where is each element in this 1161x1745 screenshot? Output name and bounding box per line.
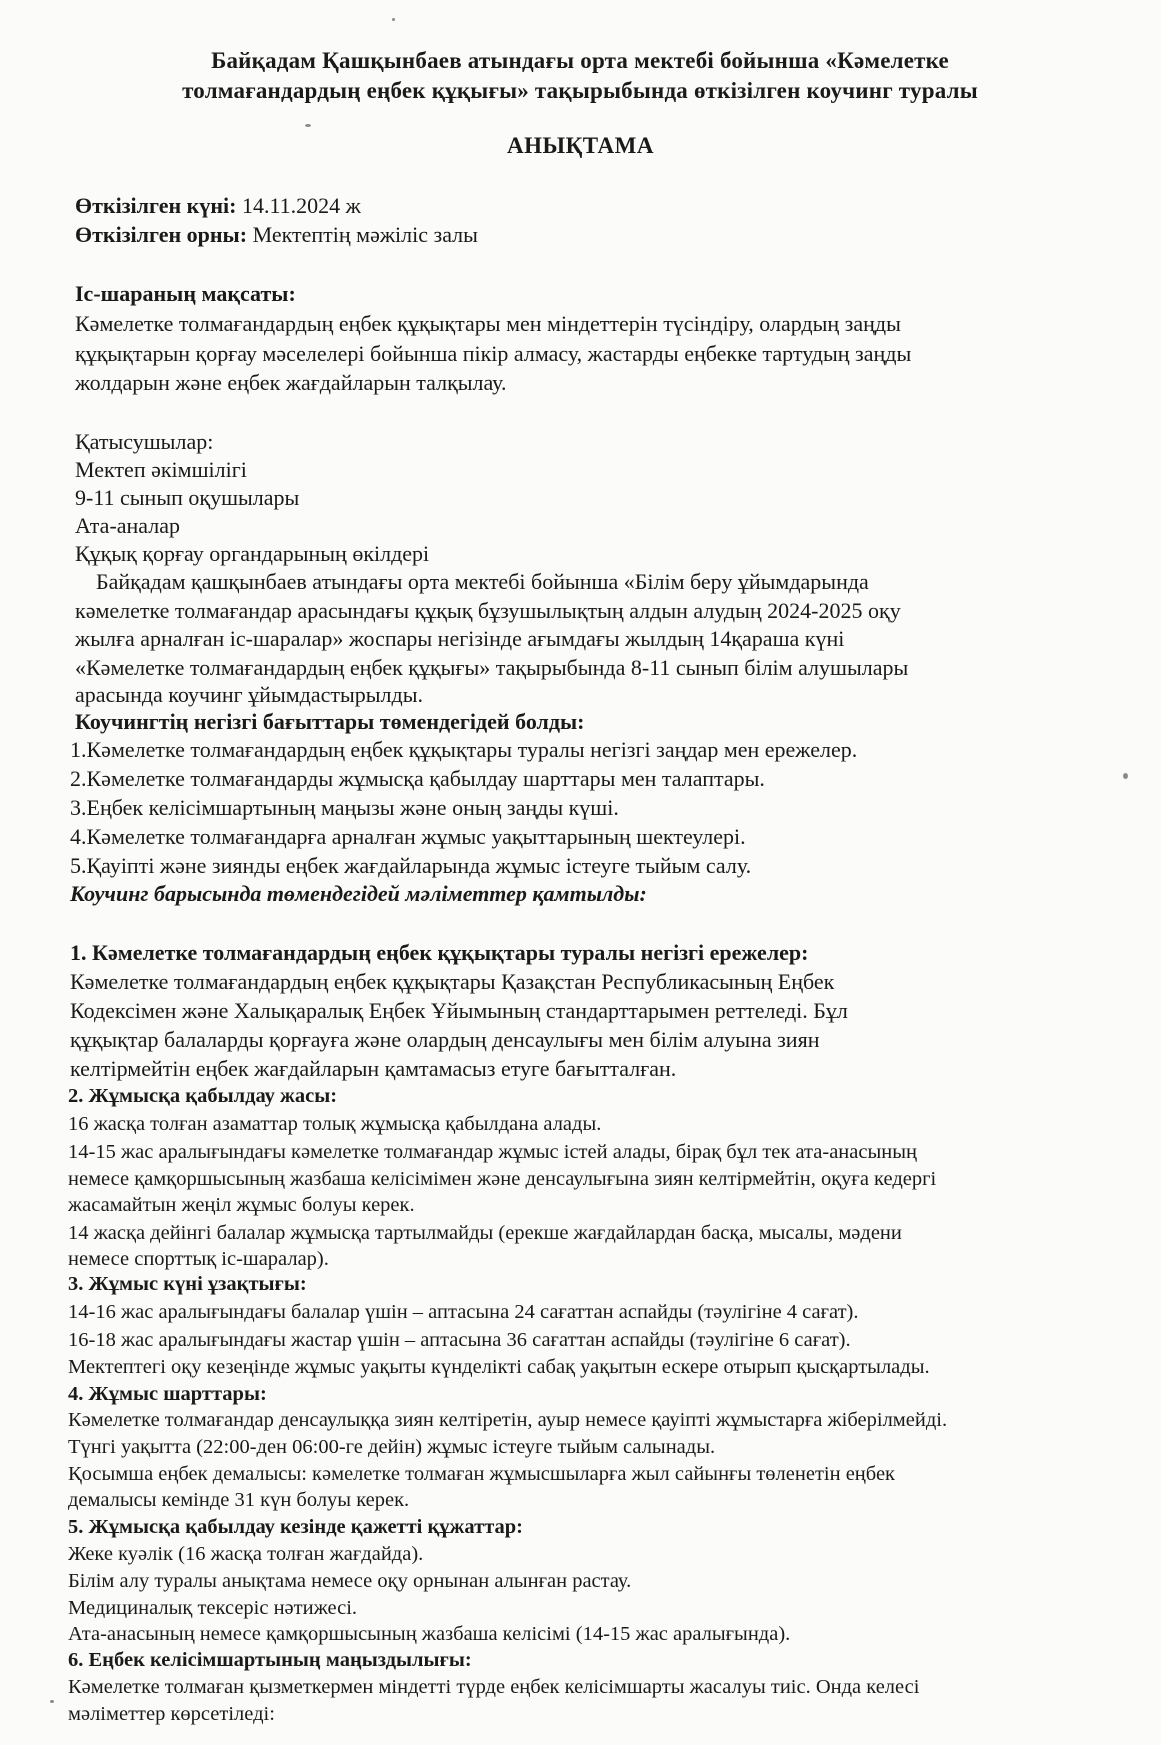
section-2-line: немесе спорттық іс-шаралар). (68, 1248, 329, 1270)
section-4-heading: 4. Жұмыс шарттары: (68, 1383, 267, 1405)
intro-line: арасында коучинг ұйымдастырылды. (75, 682, 424, 707)
section-3-line: 16-18 жас аралығындағы жастар үшін – аптасына 36 сағаттан аспайды (тәулігіне 6 сағат). (68, 1329, 851, 1351)
section-1-line: Кодексімен және Халықаралық Еңбек Ұйымының стандарттарымен реттеледі. Бұл (70, 998, 848, 1023)
section-1-heading: 1. Кәмелетке толмағандардың еңбек құқықтары туралы негізгі ережелер: (70, 940, 809, 965)
place-value: Мектептің мәжіліс залы (247, 222, 478, 247)
section-6-heading: 6. Еңбек келісімшартының маңыздылығы: (68, 1649, 472, 1671)
goal-line: жолдарын және еңбек жағдайларын талқылау. (75, 370, 507, 395)
section-2-line: 16 жасқа толған азаматтар толық жұмысқа қабылдана алады. (68, 1113, 602, 1135)
section-4-line: Кәмелетке толмағандар денсаулыққа зиян келтіретін, ауыр немесе қауіпті жұмыстарға жіберілмейді. (68, 1409, 948, 1431)
direction-item: 3.Еңбек келісімшартының маңызы және оның заңды күші. (70, 795, 619, 820)
intro-line: кәмелетке толмағандар арасындағы құқық бұзушылықтың алдын алудың 2024-2025 оқу (75, 598, 901, 623)
goal-line: құқықтарын қорғау мәселелері бойынша пікір алмасу, жастарды еңбекке тартудың заңды (75, 341, 912, 366)
section-3-heading: 3. Жұмыс күні ұзақтығы: (68, 1273, 307, 1295)
section-4-line: Қосымша еңбек демалысы: кәмелетке толмаған жұмысшыларға жыл сайынғы төленетін еңбек (68, 1463, 895, 1485)
place-label: Өткізілген орны: (75, 222, 248, 247)
section-6-line: Кәмелетке толмаған қызметкермен міндетті түрде еңбек келісімшарты жасалуы тиіс. Онда келесі (68, 1676, 920, 1698)
direction-item: 1.Кәмелетке толмағандардың еңбек құқықтары туралы негізгі заңдар мен ережелер. (70, 737, 858, 762)
direction-item: 5.Қауіпті және зиянды еңбек жағдайларында жұмыс істеуге тыйым салу. (70, 853, 752, 878)
section-5-line: Білім алу туралы анықтама немесе оқу орнынан алынған растау. (68, 1570, 632, 1592)
section-6-line: мәліметтер көрсетіледі: (68, 1703, 275, 1725)
section-5-line: Жеке куәлік (16 жасқа толған жағдайда). (68, 1543, 424, 1565)
directions-heading: Коучингтің негізгі бағыттары төмендегідей болды: (75, 709, 585, 734)
section-1-line: Кәмелетке толмағандардың еңбек құқықтары Қазақстан Республикасының Еңбек (70, 969, 835, 994)
info-heading: Коучинг барысында төмендегідей мәліметтер қамтылды: (70, 881, 647, 906)
section-4-line: Түнгі уақытта (22:00-ден 06:00-ге дейін) жұмыс істеуге тыйым салынады. (68, 1436, 716, 1458)
section-4-line: демалысы кемінде 31 күн болуы керек. (68, 1489, 410, 1511)
scan-speck (50, 1700, 54, 1703)
participant-item: Ата-аналар (75, 513, 181, 538)
section-1-line: келтірмейтін еңбек жағдайларын қамтамасыз етуге бағытталған. (70, 1056, 677, 1081)
section-3-line: 14-16 жас аралығындағы балалар үшін – аптасына 24 сағаттан аспайды (тәулігіне 4 сағат). (68, 1301, 859, 1323)
intro-line: «Кәмелетке толмағандардың еңбек құқығы» тақырыбында 8-11 сынып білім алушылары (75, 655, 909, 680)
section-5-heading: 5. Жұмысқа қабылдау кезінде қажетті құжаттар: (68, 1516, 524, 1538)
intro-line: Байқадам қашқынбаев атындағы орта мектебі бойынша «Білім беру ұйымдарында (96, 569, 869, 594)
date-value: 14.11.2024 ж (236, 193, 361, 218)
scan-speck (305, 124, 311, 127)
section-2-line: жасамайтын жеңіл жұмыс болуы керек. (68, 1194, 415, 1216)
participant-item: 9-11 сынып оқушылары (75, 485, 300, 510)
direction-item: 2.Кәмелетке толмағандарды жұмысқа қабылдау шарттары мен талаптары. (70, 766, 765, 791)
document-title: АНЫҚТАМА (507, 133, 654, 158)
section-1-line: құқықтар балаларды қорғауға және олардың денсаулығы мен білім алуына зиян (70, 1027, 820, 1052)
participants-heading: Қатысушылар: (75, 429, 214, 454)
participant-item: Мектеп әкімшілігі (75, 457, 247, 482)
intro-line: жылға арналған іс-шаралар» жоспары негізінде ағымдағы жылдың 14қараша күні (75, 626, 845, 651)
section-5-line: Медициналық тексеріс нәтижесі. (68, 1597, 358, 1619)
goal-line: Кәмелетке толмағандардың еңбек құқықтары мен міндеттерін түсіндіру, олардың заңды (75, 311, 901, 336)
section-3-line: Мектептегі оқу кезеңінде жұмыс уақыты күнделікті сабақ уақытын ескере отырып қысқартылады. (68, 1356, 930, 1378)
header-line-2: толмағандардың еңбек құқығы» тақырыбында өткізілген коучинг туралы (182, 78, 978, 103)
event-date (75, 192, 361, 220)
document-header (60, 46, 1100, 106)
section-2-line: 14 жасқа дейінгі балалар жұмысқа тартылмайды (ерекше жағдайлардан басқа, мысалы, мәдени (68, 1222, 902, 1244)
section-2-heading: 2. Жұмысқа қабылдау жасы: (68, 1085, 338, 1107)
header-line-1: Байқадам Қашқынбаев атындағы орта мектебі бойынша «Кәмелетке (211, 48, 949, 73)
date-label: Өткізілген күні: (75, 193, 237, 218)
scan-speck (392, 18, 395, 21)
section-2-line: немесе қамқоршысының жазбаша келісімімен және денсаулығына зиян келтірмейтін, оқуға кедергі (68, 1168, 937, 1190)
event-place (75, 221, 478, 249)
goal-heading: Іс-шараның мақсаты: (75, 281, 296, 306)
direction-item: 4.Кәмелетке толмағандарға арналған жұмыс уақыттарының шектеулері. (70, 824, 746, 849)
scan-speck (1123, 773, 1128, 779)
section-5-line: Ата-анасының немесе қамқоршысының жазбаша келісімі (14-15 жас аралығында). (68, 1623, 791, 1645)
section-2-line: 14-15 жас аралығындағы кәмелетке толмағандар жұмыс істей алады, бірақ бұл тек ата-анасының (68, 1141, 917, 1163)
participant-item: Құқық қорғау органдарының өкілдері (75, 541, 430, 566)
